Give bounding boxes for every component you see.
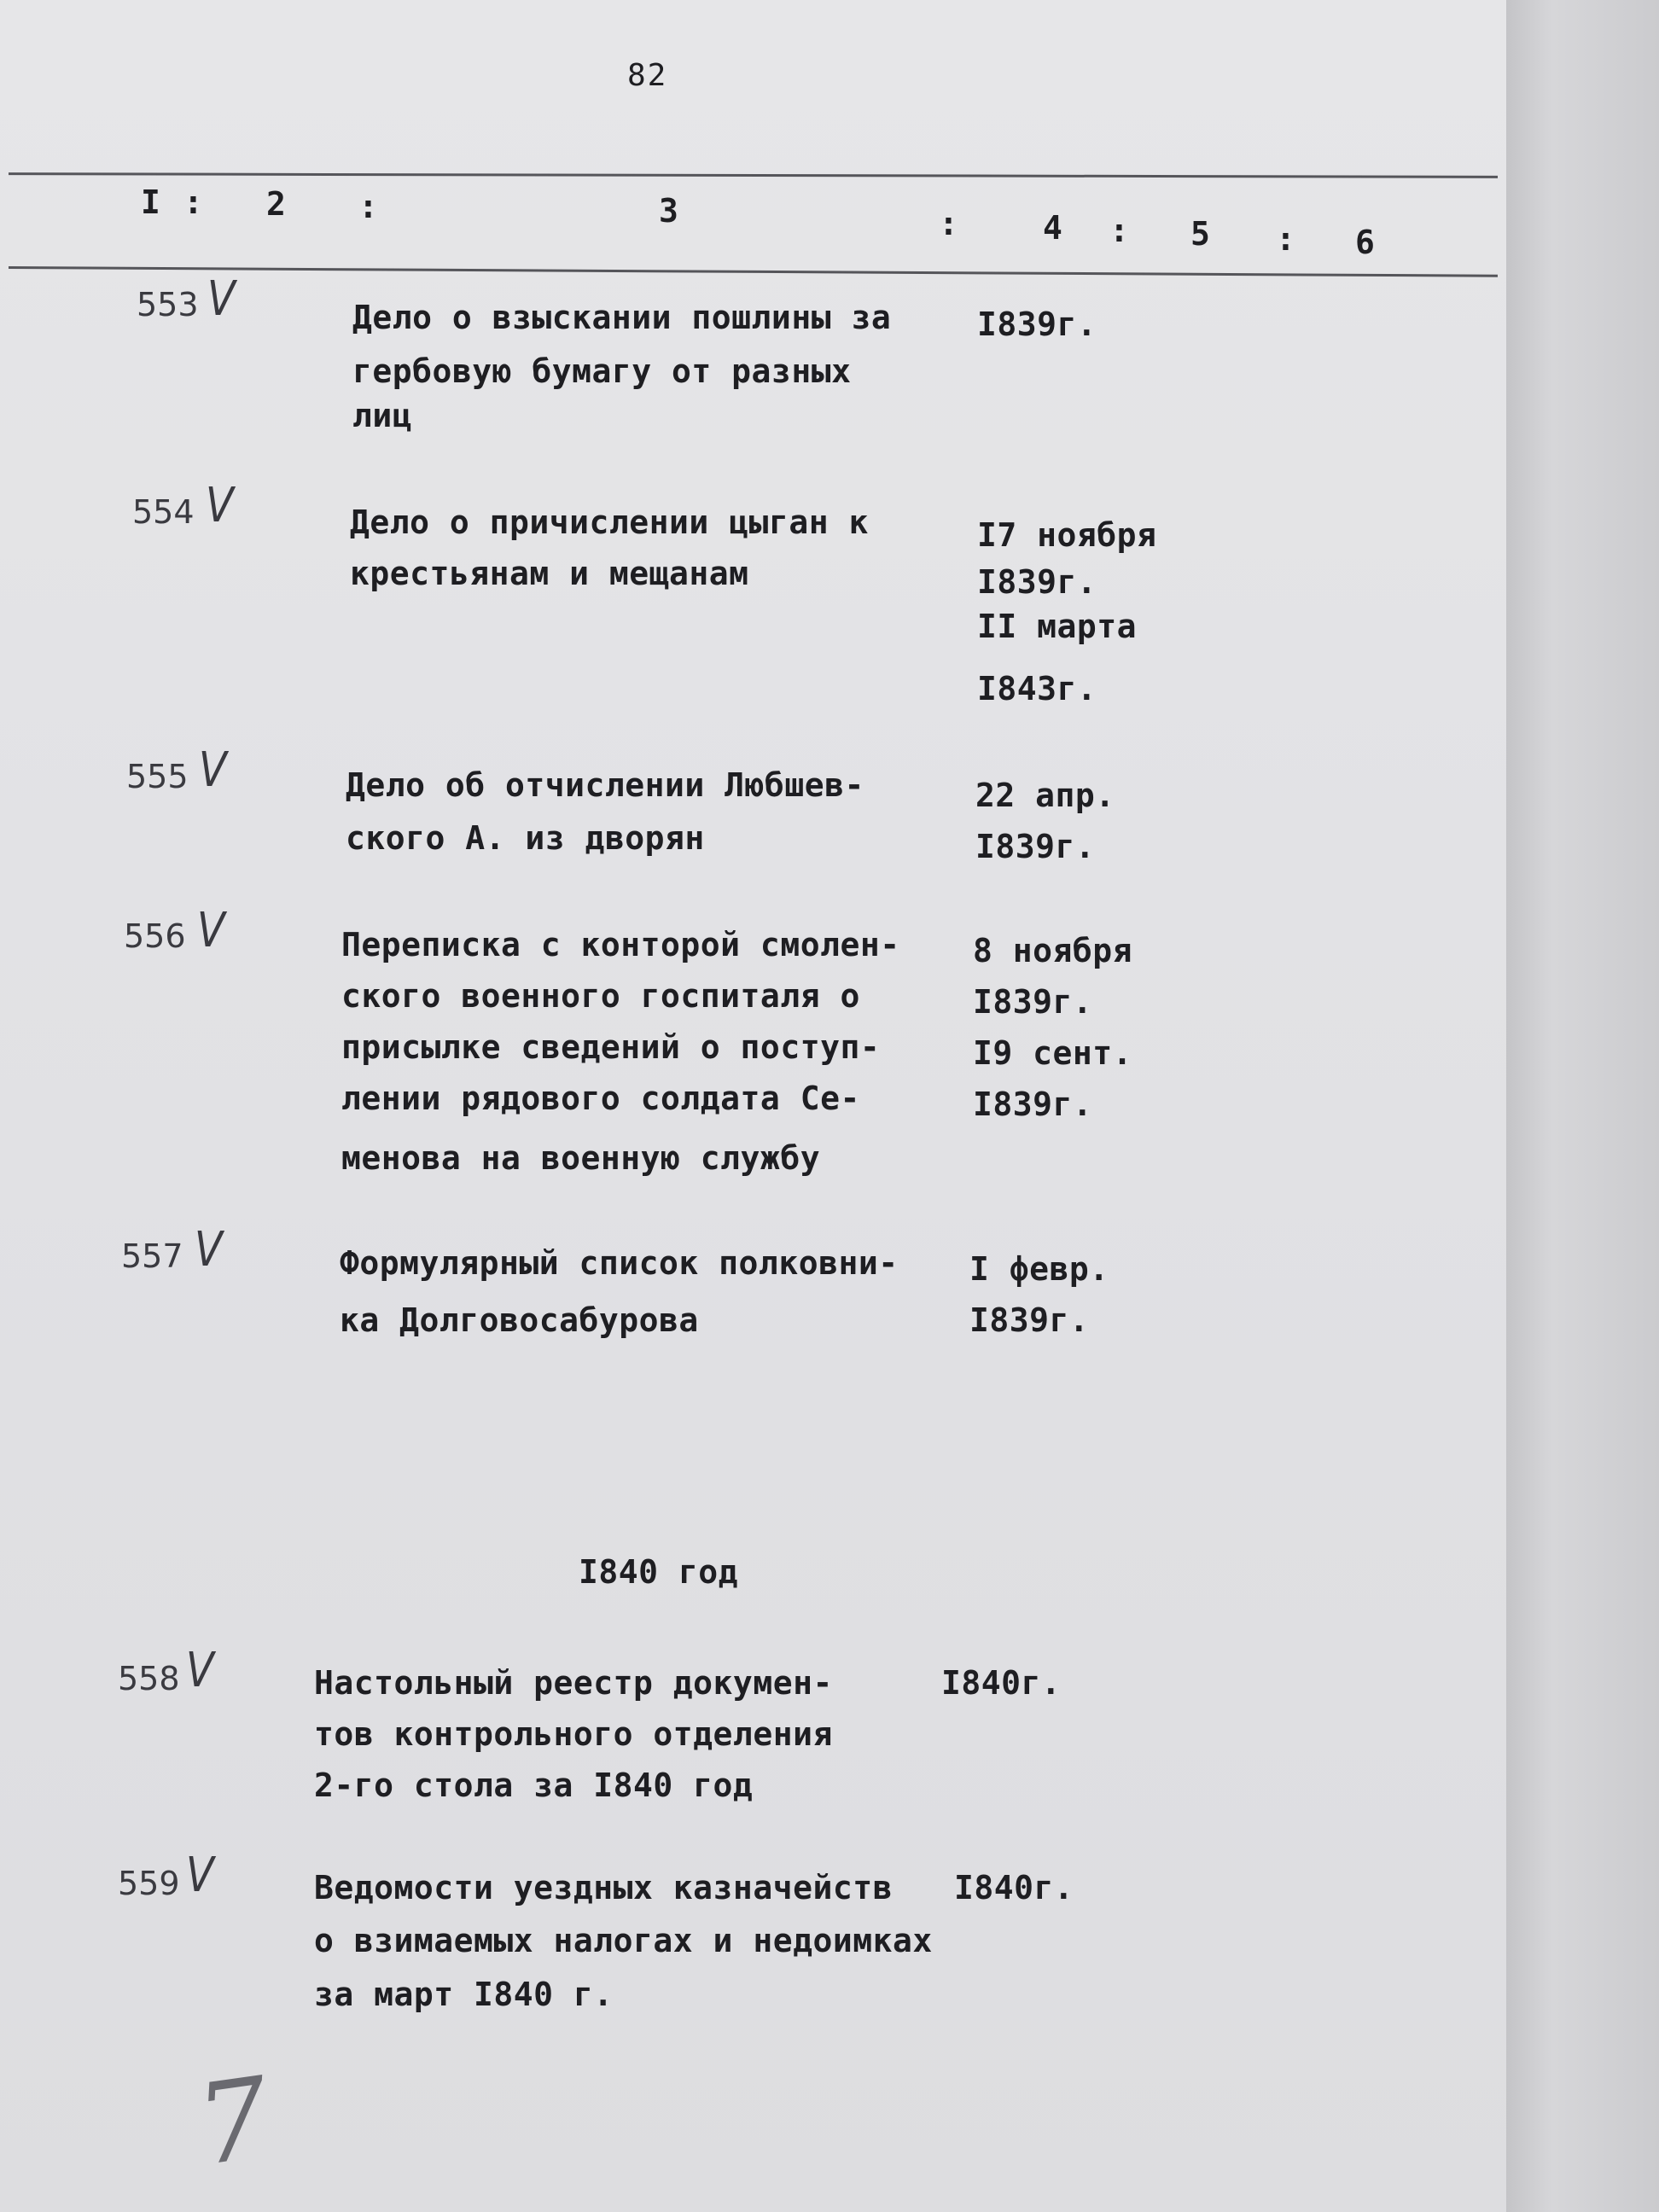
- check-mark-icon: V: [198, 742, 227, 798]
- entry-title-line: 2-го стола за I840 год: [314, 1767, 754, 1804]
- entry-title-line: Настольный реестр докумен-: [314, 1664, 833, 1702]
- check-mark-icon: V: [194, 1222, 223, 1278]
- column-header-5: 5: [1190, 215, 1210, 253]
- entry-title-line: Дело о взыскании пошлины за: [352, 299, 892, 336]
- entry-date-line: I839г.: [969, 1301, 1090, 1339]
- entry-date-line: I843г.: [977, 670, 1097, 707]
- entry-title-line: присылке сведений о поступ-: [341, 1028, 881, 1066]
- entry-title-line: крестьянам и мещанам: [350, 555, 749, 592]
- column-header-3: 3: [659, 192, 678, 230]
- entry-title-line: Формулярный список полковни-: [340, 1244, 899, 1282]
- column-separator: :: [939, 205, 958, 242]
- column-separator: :: [358, 188, 378, 225]
- section-heading: I840 год: [579, 1553, 739, 1591]
- entry-number: 556: [124, 917, 186, 955]
- entry-title-line: ского А. из дворян: [346, 819, 705, 857]
- entry-title-line: о взимаемых налогах и недоимках: [314, 1922, 933, 1959]
- entry-date-line: II марта: [977, 608, 1138, 645]
- entry-date-line: I9 сент.: [973, 1034, 1133, 1072]
- entry-title-line: тов контрольного отделения: [314, 1715, 833, 1753]
- entry-number: 553: [137, 286, 199, 323]
- check-mark-icon: V: [207, 271, 236, 327]
- entry-date-line: 8 ноября: [973, 932, 1133, 969]
- entry-date-line: I февр.: [969, 1250, 1109, 1288]
- entry-title-line: за март I840 г.: [314, 1976, 614, 2013]
- check-mark-icon: V: [196, 903, 225, 958]
- check-mark-icon: V: [205, 478, 234, 533]
- pencil-mark: 7: [189, 2052, 277, 2192]
- entry-date-line: I839г.: [975, 828, 1096, 865]
- entry-date-line: 22 апр.: [975, 777, 1115, 814]
- entry-number: 558: [118, 1660, 180, 1697]
- entry-date-line: I839г.: [973, 983, 1093, 1021]
- column-separator: :: [183, 183, 203, 221]
- entry-number: 555: [126, 758, 189, 795]
- column-header-1: I: [141, 183, 160, 221]
- entry-title-line: Дело о причислении цыган к: [350, 504, 869, 541]
- entry-title-line: Ведомости уездных казначейств: [314, 1869, 893, 1906]
- entry-title-line: Дело об отчислении Любшев-: [346, 766, 864, 804]
- column-header-6: 6: [1355, 224, 1375, 261]
- entry-title-line: лении рядового солдата Се-: [341, 1080, 860, 1117]
- entry-date-line: I840г.: [954, 1869, 1074, 1906]
- entry-title-line: ского военного госпиталя о: [341, 977, 860, 1015]
- entry-date-line: I839г.: [977, 306, 1097, 343]
- column-separator: :: [1109, 212, 1129, 249]
- check-mark-icon: V: [185, 1848, 214, 1903]
- entry-date-line: I839г.: [973, 1086, 1093, 1123]
- entry-number: 554: [132, 493, 195, 531]
- entry-title-line: Переписка с конторой смолен-: [341, 926, 900, 963]
- page-edge: [1506, 0, 1659, 2212]
- entry-title-line: менова на военную службу: [341, 1139, 821, 1177]
- entry-title-line: гербовую бумагу от разных: [352, 352, 852, 390]
- entry-date-line: I7 ноября: [977, 516, 1157, 554]
- column-separator: :: [1276, 220, 1295, 258]
- check-mark-icon: V: [185, 1643, 214, 1698]
- page-number: 82: [627, 58, 668, 93]
- entry-number: 559: [118, 1865, 180, 1902]
- entry-date-line: I839г.: [977, 563, 1097, 601]
- entry-date-line: I840г.: [941, 1664, 1062, 1702]
- entry-title-line: ка Долговосабурова: [340, 1301, 699, 1339]
- entry-title-line: лиц: [352, 397, 413, 434]
- column-header-2: 2: [266, 185, 286, 223]
- column-header-4: 4: [1043, 209, 1062, 247]
- entry-number: 557: [121, 1237, 183, 1275]
